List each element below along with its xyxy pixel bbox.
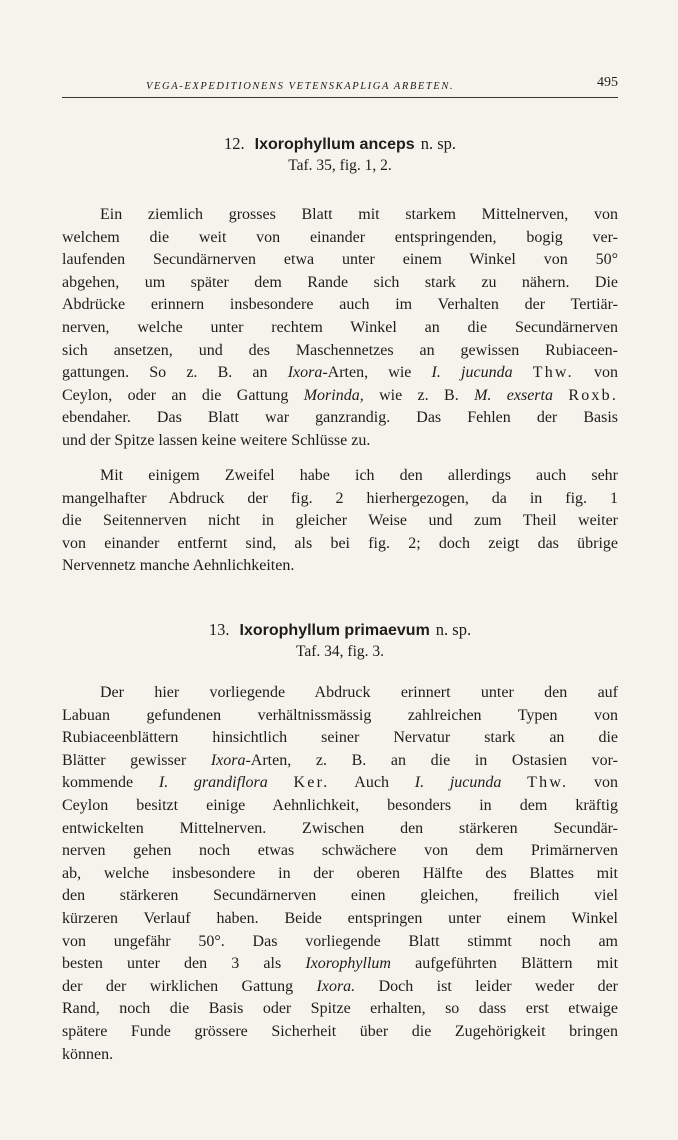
text-line	[62, 998, 618, 1021]
text-line	[62, 317, 618, 340]
text-line	[62, 249, 618, 272]
text-run: spätere Funde grössere Sicherheit über die Zugehörigkeit bringen	[62, 1022, 618, 1040]
text-run: besten unter den 3 als	[62, 955, 306, 973]
text-line	[62, 863, 618, 886]
text-run: Abdrücke erinnern insbesondere auch im Verhalten der Tertiär-	[62, 296, 618, 314]
text-line	[62, 750, 618, 773]
text-run: sich ansetzen, und des Maschennetzes an gewissen Rubiaceen-	[62, 341, 618, 359]
italic-taxon: Ixorophyllum	[305, 955, 391, 973]
text-line	[62, 795, 618, 818]
species-12-paragraph-1	[62, 204, 618, 453]
text-run: den stärkeren Secundärnerven einen gleichen, freilich viel	[62, 887, 618, 905]
text-run: Nervennetz manche Aehnlichkeiten.	[62, 557, 295, 575]
text-line	[62, 430, 618, 453]
text-line	[62, 1021, 618, 1044]
text-run: wie z. B.	[363, 386, 475, 404]
text-run	[501, 774, 527, 791]
text-run: aufgeführten Blättern mit	[390, 955, 619, 973]
text-run	[553, 387, 568, 404]
text-run: abgehen, um später dem Rande sich stark zu nähern. Die	[62, 273, 618, 291]
text-line	[62, 727, 618, 750]
text-line	[62, 488, 618, 511]
text-run: -Arten, wie	[322, 364, 432, 382]
text-line	[62, 204, 618, 227]
text-run: und der Spitze lassen keine weitere Schlüsse zu.	[62, 431, 371, 449]
text-run	[268, 774, 294, 791]
text-run: von einander entfernt sind, als bei fig. 2; doch zeigt das übrige	[62, 534, 618, 552]
italic-taxon: I. jucunda	[431, 364, 513, 382]
page-header	[62, 75, 618, 98]
text-run: Rand, noch die Basis oder Spitze erhalten, so dass erst etwaige	[62, 1000, 618, 1018]
page-number: 495	[597, 75, 618, 90]
text-line	[62, 407, 618, 430]
text-run: ab, welche insbesondere in der oberen Hälfte des Blattes mit	[62, 864, 618, 882]
text-line	[62, 705, 618, 728]
text-run: Ein ziemlich grosses Blatt mit starkem Mittelnerven, von	[100, 206, 618, 223]
text-run: nerven gehen noch etwas schwächere von dem Primärnerven	[62, 842, 618, 860]
species-13-heading	[62, 620, 618, 640]
text-run: Labuan gefundenen verhältnissmässig zahlreichen Typen von	[62, 706, 618, 724]
text-line	[62, 385, 618, 408]
text-run: Rubiaceenblättern hinsichtlich seiner Nervatur stark an die	[62, 729, 618, 747]
species-number: 12.	[224, 134, 245, 153]
text-run: von	[568, 774, 618, 792]
species-12-heading	[62, 134, 618, 154]
text-run: Ceylon besitzt einige Aehnlichkeit, besonders in dem kräftig	[62, 796, 618, 814]
text-line	[62, 976, 618, 999]
text-line	[62, 340, 618, 363]
text-line	[62, 1044, 618, 1067]
italic-taxon: I. grandiflora	[158, 774, 268, 792]
text-line	[62, 931, 618, 954]
text-line	[62, 818, 618, 841]
author-abbreviation: Thw.	[532, 364, 574, 382]
text-run: Mit einigem Zweifel habe ich den allerdings auch sehr	[100, 467, 618, 484]
text-line	[62, 465, 618, 488]
text-line	[62, 294, 618, 317]
text-run: Doch ist leider weder der	[355, 977, 618, 995]
species-13-plate-ref: Taf. 34, fig. 3.	[295, 643, 385, 660]
author-abbreviation: Roxb.	[568, 386, 619, 404]
text-line	[62, 362, 618, 385]
text-line	[62, 682, 618, 705]
text-run: können.	[62, 1045, 114, 1063]
text-run: kürzeren Verlauf haben. Beide entspringen unter einem Winkel	[62, 909, 618, 927]
text-run: Ceylon, oder an die Gattung	[62, 386, 304, 404]
text-line	[62, 555, 618, 578]
text-run: die Seitennerven nicht in gleicher Weise und zum Theil weiter	[62, 512, 618, 530]
text-line	[62, 953, 618, 976]
italic-taxon: Ixora	[210, 751, 246, 769]
text-line	[62, 772, 618, 795]
species-status: n. sp.	[435, 620, 472, 639]
header-rule	[62, 97, 618, 98]
text-run: kommende	[62, 774, 159, 792]
text-line	[62, 908, 618, 931]
species-12-plate-ref: Taf. 35, fig. 1, 2.	[288, 157, 392, 174]
text-line	[62, 510, 618, 533]
text-run: Der hier vorliegende Abdruck erinnert unter den auf	[100, 684, 618, 701]
running-title: VEGA-EXPEDITIONENS VETENSKAPLIGA ARBETEN.	[146, 81, 455, 92]
text-run	[513, 364, 533, 381]
text-line	[62, 272, 618, 295]
author-abbreviation: Ker.	[293, 774, 330, 792]
text-line	[62, 840, 618, 863]
italic-taxon: Morinda,	[303, 386, 364, 404]
italic-taxon: Ixora	[287, 364, 323, 382]
text-run: der der wirklichen Gattung	[62, 977, 317, 995]
author-abbreviation: Thw.	[527, 774, 569, 792]
text-run: von	[573, 364, 619, 382]
species-name: Ixorophyllum anceps	[254, 136, 415, 153]
italic-taxon: I. jucunda	[414, 774, 502, 792]
species-name: Ixorophyllum primaevum	[239, 622, 430, 639]
text-line	[62, 227, 618, 250]
species-13-paragraph-1	[62, 682, 618, 1066]
text-run: welchem die weit von einander entspringenden, bogig ver-	[62, 228, 618, 246]
text-line	[62, 885, 618, 908]
text-run: entwickelten Mittelnerven. Zwischen den stärkeren Secundär-	[62, 819, 618, 837]
text-run: mangelhafter Abdruck der fig. 2 hierhergezogen, da in fig. 1	[62, 489, 618, 507]
text-run: -Arten, z. B. an die in Ostasien vor-	[245, 751, 619, 769]
text-run: Blätter gewisser	[62, 751, 211, 769]
species-status: n. sp.	[420, 134, 456, 153]
text-line	[62, 533, 618, 556]
text-run: Auch	[329, 774, 415, 792]
italic-taxon: M. exserta	[474, 386, 553, 404]
text-run: von ungefähr 50°. Das vorliegende Blatt stimmt noch am	[62, 932, 618, 950]
species-number: 13.	[208, 620, 230, 639]
species-12-paragraph-2	[62, 465, 618, 578]
text-run: gattungen. So z. B. an	[62, 364, 288, 382]
text-run: nerven, welche unter rechtem Winkel an die Secundärnerven	[62, 318, 618, 336]
italic-taxon: Ixora.	[316, 977, 356, 995]
text-run: ebendaher. Das Blatt war ganzrandig. Das Fehlen der Basis	[62, 409, 618, 427]
text-run: laufenden Secundärnerven etwa unter einem Winkel von 50°	[62, 251, 618, 269]
